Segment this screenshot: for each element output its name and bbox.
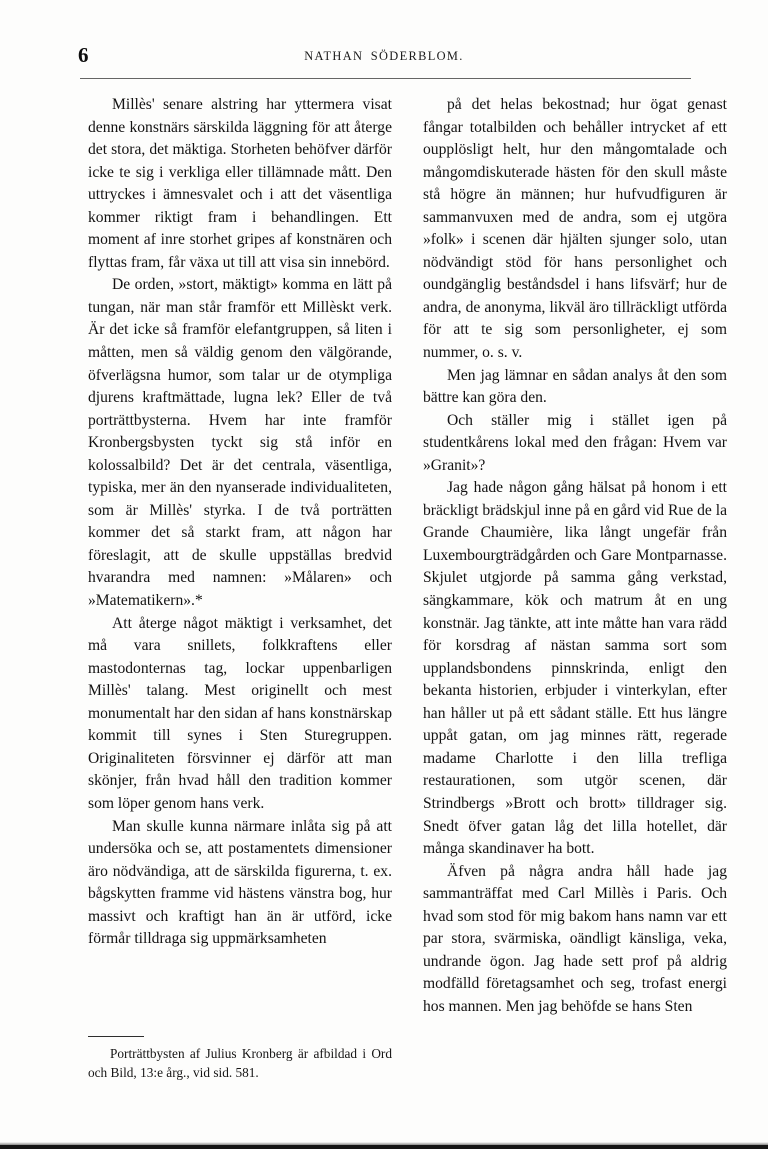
scan-edge-strip bbox=[0, 1145, 768, 1149]
paragraph: Att återge något mäktigt i verksamhet, det må vara snillets, folkkraftens eller mastodonternas tag, lockar uppenbarligen Millès' talang. Mest originellt och mest monumentalt har den sidan af hans konstnärskap kommit till synes i Sten Sturegruppen. Originaliteten försvinner ej därför att man skönjer, från hvad håll den tradition kommer som löper genom hans verk. bbox=[88, 614, 393, 812]
paragraph: Och ställer mig i stället igen på studentkårens lokal med den frågan: Hvem var »Granit»? bbox=[423, 411, 727, 474]
header-rule bbox=[80, 78, 691, 79]
footnote-text: Porträttbysten af Julius Kronberg är afbildad i Ord och Bild, 13:e årg., vid sid. 581. bbox=[88, 1046, 392, 1081]
text-column-left bbox=[88, 94, 392, 951]
page-number: 6 bbox=[78, 43, 89, 67]
running-head: NATHAN SÖDERBLOM. bbox=[304, 49, 464, 63]
page-header bbox=[78, 42, 690, 72]
paragraph: Men jag lämnar en sådan analys åt den som bättre kan göra den. bbox=[423, 366, 727, 407]
paragraph: på det helas bekostnad; hur ögat genast fångar totalbilden och behåller intrycket af ett oupplösligt helt, hur den mångomtalade och mångomdiskuterade hästen för den skull måste stå högre än männen; hur hufvudfiguren är sammanvuxen med de andra, som ej utgöra »folk» i scenen där hjälten sjunger solo, utan nödvändigt stöd för hans personlighet och oundgänglig beståndsdel i hans lifsvärf; hur de andra, de anonyma, likväl äro tillräckligt utförda för att te sig som personligheter, ej som nummer, o. s. v. bbox=[423, 96, 727, 362]
footnote-rule bbox=[88, 1036, 144, 1037]
paragraph: Man skulle kunna närmare inlåta sig på att undersöka och se, att postamentets dimensioner äro nödvändiga, att de särskilda figurerna, t. ex. bågskytten framme vid hästens vänstra bog, hur massivt och kraftigt han än är utförd, icke förmår tilldraga sig uppmärksamheten bbox=[88, 817, 392, 948]
text-column-right bbox=[423, 94, 727, 1018]
paragraph: Jag hade någon gång hälsat på honom i ett bräckligt brädskjul inne på en gård vid Rue de la Grande Chaumière, lika långt ungefär från Luxembourgträdgården och Gare Montparnasse. Skjulet utgjorde på samma gång verkstad, sängkammare, kök och matrum åt en ung konstnär. Jag tänkte, att inte måtte han vara rädd för korsdrag af nästan samma sort som upplandsbondens pinnskrinda, enligt den bekanta historien, erbjuder i vinterkylan, efter han håller ut på ett sådant ställe. Ett hus längre uppåt gatan, om jag minnes rätt, regerade madame Charlotte i den lilla trefliga restaurationen, som utgör scenen, där Strindbergs »Brott och brott» tilldrager sig. Snedt öfver gatan låg det lilla hotellet, där många skandinaver ha bott. bbox=[423, 479, 727, 858]
paragraph: Millès' senare alstring har yttermera visat denne konstnärs särskilda läggning för att återge det stora, det mäktiga. Storheten behöfver därför icke te sig i verkliga eller tillämnade mått. Den uttryckes i ämnesvalet och i att det väsentliga kommer riktigt fram i behandlingen. Ett moment af inre storhet gripes af konstnären och flyttas fram, får växa ut till att visa sin innebörd. bbox=[88, 96, 392, 271]
paragraph: De orden, »stort, mäktigt» komma en lätt på tungan, när man står framför ett Millèskt verk. Är det icke så framför elefantgruppen, så liten i måtten, men så väldig genom den välgörande, öfverlägsna humor, som talar ur de otympliga djurens kraftmättade, lugna lek? Eller de två porträttbysterna. Hvem har inte framför Kronbergsbysten tyckt sig stå inför en kolossalbild? Det är det centrala, väsentliga, typiska, mer än den nyanserade individualiteten, som är Millès' styrka. I de två porträtten kommer det så starkt fram, att någon har föreslagit, att de skulle uppställas bredvid hvarandra med namnen: »Målaren» och »Matematikern».* bbox=[88, 276, 392, 610]
footnote bbox=[88, 1036, 392, 1083]
paragraph: Äfven på några andra håll hade jag sammanträffat med Carl Millès i Paris. Och hvad som stod för mig bakom hans namn var ett par stora, svärmiska, oändligt känsliga, veka, undrande ögon. Jag hade sett prof på aldrig modfälld företagsamhet och seg, trofast energi hos mannen. Men jag behöfde se hans Sten bbox=[423, 862, 727, 1015]
